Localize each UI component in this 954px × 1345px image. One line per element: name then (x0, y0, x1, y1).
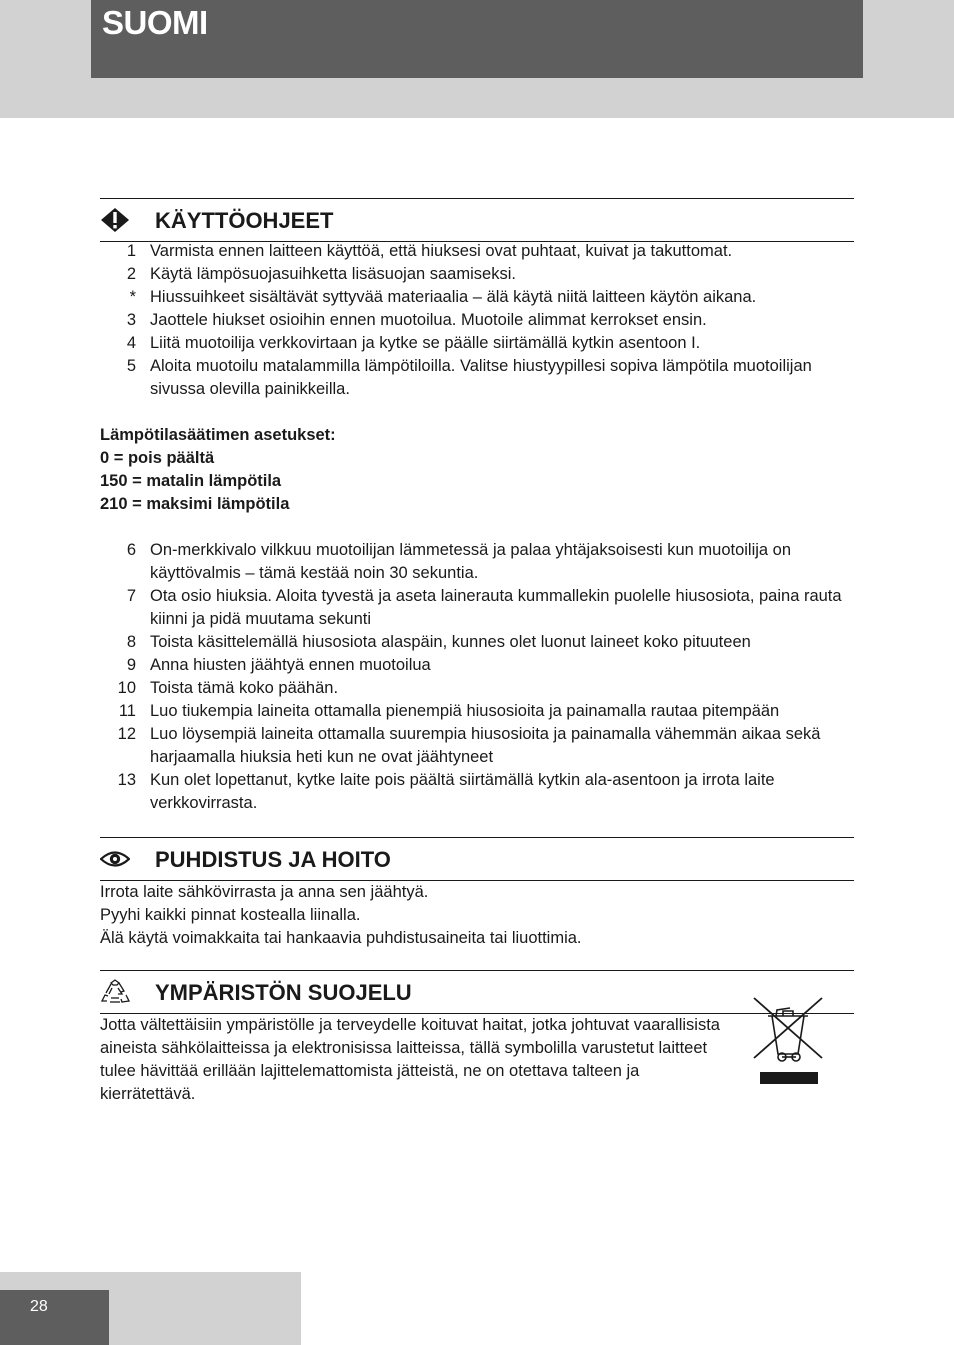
usage-section-title: KÄYTTÖOHJEET (155, 208, 334, 233)
usage-steps-list-a (100, 240, 854, 401)
cleaning-text (100, 881, 854, 950)
step-text: Anna hiusten jäähtyä ennen muotoilua (150, 656, 431, 674)
language-title-bar (91, 0, 863, 78)
usage-section-header (100, 198, 854, 242)
list-item (100, 240, 854, 263)
list-item (100, 723, 854, 769)
step-text: Aloita muotoilu matalammilla lämpötiloilla. Valitse hiustyypillesi sopiva lämpötila muotoilijan sivussa olevilla painikkeilla. (150, 357, 812, 398)
page-number: 28 (30, 1298, 48, 1315)
step-number: 5 (126, 357, 136, 375)
step-text: Toista käsittelemällä hiusosiota alaspäin, kunnes olet luonut laineet koko pituuteen (150, 633, 751, 651)
list-item (100, 585, 854, 631)
list-item (100, 332, 854, 355)
step-text: Käytä lämpösuojasuihketta lisäsuojan saamiseksi. (150, 265, 516, 283)
list-item (100, 286, 854, 309)
step-number: 7 (126, 587, 136, 605)
list-item (100, 263, 854, 286)
step-text: Luo löysempiä laineita ottamalla suurempia hiusosioita ja painamalla vähemmän aikaa sekä harjaamalla hiuksia heti kun ne ovat jäähtyneet (150, 725, 821, 766)
step-text: Toista tämä koko päähän. (150, 679, 339, 697)
cleaning-section-header (100, 837, 854, 881)
step-text: Luo tiukempia laineita ottamalla pienempiä hiusosioita ja painamalla rautaa pitempään (150, 702, 780, 720)
cleaning-line: Älä käytä voimakkaita tai hankaavia puhdistusaineita tai liuottimia. (100, 929, 582, 947)
temperature-settings-heading: Lämpötilasäätimen asetukset: (100, 426, 336, 444)
cleaning-line: Pyyhi kaikki pinnat kostealla liinalla. (100, 906, 361, 924)
step-number: 9 (126, 656, 136, 674)
step-number: 8 (126, 633, 136, 651)
step-number: 2 (126, 265, 136, 283)
step-number: 10 (117, 679, 136, 697)
usage-steps-list-b (100, 539, 854, 815)
step-text: Kun olet lopettanut, kytke laite pois päältä siirtämällä kytkin ala-asentoon ja irrota laite verkkovirrasta. (150, 771, 775, 812)
environment-section-header (100, 970, 854, 1014)
environment-text: Jotta vältettäisiin ympäristölle ja terveydelle koituvat haitat, jotka johtuvat vaarallisista aineista sähkölaitteissa ja elektronisissa laitteissa, tällä symbolilla varustetut laitteet tulee hävittää erillään lajittelemattomista jätteistä, ne on otettava talteen ja kierrätettävä. (100, 1016, 720, 1103)
recycle-icon (100, 979, 130, 1005)
cleaning-section-title: PUHDISTUS JA HOITO (155, 847, 391, 872)
step-number: 3 (126, 311, 136, 329)
list-item (100, 539, 854, 585)
step-text: Liitä muotoilija verkkovirtaan ja kytke se päälle siirtämällä kytkin asentoon I. (150, 334, 701, 352)
environment-section-title: YMPÄRISTÖN SUOJELU (155, 980, 412, 1005)
step-number: 4 (126, 334, 136, 352)
step-number: 12 (117, 725, 136, 743)
step-text: Ota osio hiuksia. Aloita tyvestä ja aseta lainerauta kummallekin puolelle hiusosiota, paina rauta kiinni ja pidä muutama sekunti (150, 587, 842, 628)
step-text: Varmista ennen laitteen käyttöä, että hiuksesi ovat puhtaat, kuivat ja takuttomat. (150, 242, 733, 260)
step-number: 11 (118, 702, 136, 720)
temperature-settings (100, 424, 854, 516)
step-text: Jaottele hiukset osioihin ennen muotoilua. Muotoile alimmat kerrokset ensin. (150, 311, 707, 329)
cleaning-section (100, 837, 854, 950)
environment-section (100, 970, 854, 1106)
step-number: * (129, 288, 136, 306)
list-item (100, 309, 854, 332)
temperature-setting-line: 150 = matalin lämpötila (100, 472, 282, 490)
list-item (100, 654, 854, 677)
list-item (100, 631, 854, 654)
cleaning-line: Irrota laite sähkövirrasta ja anna sen jäähtyä. (100, 883, 429, 901)
list-item (100, 677, 854, 700)
usage-section (100, 198, 854, 815)
list-item (100, 355, 854, 401)
temperature-setting-line: 210 = maksimi lämpötila (100, 495, 290, 513)
step-number: 6 (126, 541, 136, 559)
list-item (100, 769, 854, 815)
eye-icon (100, 846, 130, 872)
step-text: On-merkkivalo vilkkuu muotoilijan lämmetessä ja palaa yhtäjaksoisesti kun muotoilija on käyttövalmis – tämä kestää noin 30 sekuntia. (150, 541, 792, 582)
step-text: Hiussuihkeet sisältävät syttyvää materiaalia – älä käytä niitä laitteen käytön aikana. (150, 288, 757, 306)
language-title: SUOMI (102, 4, 208, 41)
list-item (100, 700, 854, 723)
page-number-box (0, 1290, 109, 1345)
temperature-setting-line: 0 = pois päältä (100, 449, 215, 467)
step-number: 13 (117, 771, 136, 789)
crossed-out-bin-icon (752, 996, 824, 1086)
exclamation-diamond-icon (100, 207, 130, 233)
step-number: 1 (126, 242, 136, 260)
